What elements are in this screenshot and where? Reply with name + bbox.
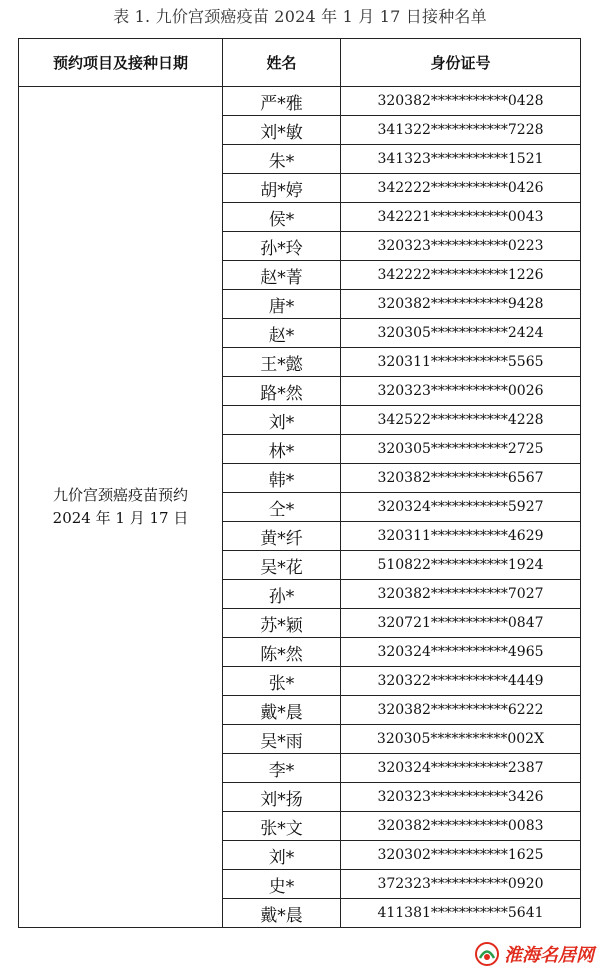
person-name-cell: 严*雅 <box>223 87 341 116</box>
table-header-row <box>19 39 581 87</box>
person-name-cell: 孙*玲 <box>223 232 341 261</box>
id-number-cell: 320323***********3426 <box>341 783 581 812</box>
id-number-cell: 320382***********0428 <box>341 87 581 116</box>
project-date-cell <box>19 87 223 928</box>
id-number-cell: 320311***********5565 <box>341 348 581 377</box>
id-number-cell: 372323***********0920 <box>341 870 581 899</box>
id-number-cell: 341323***********1521 <box>341 145 581 174</box>
person-name-cell: 苏*颖 <box>223 609 341 638</box>
table-row <box>19 87 581 116</box>
id-number-cell: 320324***********4965 <box>341 638 581 667</box>
person-name-cell: 胡*婷 <box>223 174 341 203</box>
person-name-cell: 刘* <box>223 406 341 435</box>
person-name-cell: 史* <box>223 870 341 899</box>
person-name-cell: 赵* <box>223 319 341 348</box>
id-number-cell: 320323***********0223 <box>341 232 581 261</box>
id-number-cell: 320382***********7027 <box>341 580 581 609</box>
watermark-text: 淮海名居网 <box>504 945 594 966</box>
header-name: 姓名 <box>223 39 341 87</box>
id-number-cell: 320382***********0083 <box>341 812 581 841</box>
person-name-cell: 路*然 <box>223 377 341 406</box>
table-caption: 表 1. 九价宫颈癌疫苗 2024 年 1 月 17 日接种名单 <box>113 7 487 26</box>
vaccination-list-table <box>18 38 581 928</box>
person-name-cell: 朱* <box>223 145 341 174</box>
person-name-cell: 李* <box>223 754 341 783</box>
id-number-cell: 320324***********5927 <box>341 493 581 522</box>
person-name-cell: 陈*然 <box>223 638 341 667</box>
person-name-cell: 戴*晨 <box>223 696 341 725</box>
id-number-cell: 320323***********0026 <box>341 377 581 406</box>
person-name-cell: 孙* <box>223 580 341 609</box>
table-body <box>19 87 581 928</box>
person-name-cell: 张* <box>223 667 341 696</box>
person-name-cell: 刘*扬 <box>223 783 341 812</box>
site-logo-icon <box>474 941 500 967</box>
person-name-cell: 仝* <box>223 493 341 522</box>
person-name-cell: 林* <box>223 435 341 464</box>
person-name-cell: 张*文 <box>223 812 341 841</box>
id-number-cell: 320382***********6222 <box>341 696 581 725</box>
person-name-cell: 吴*花 <box>223 551 341 580</box>
id-number-cell: 320305***********2725 <box>341 435 581 464</box>
person-name-cell: 刘*敏 <box>223 116 341 145</box>
id-number-cell: 320721***********0847 <box>341 609 581 638</box>
id-number-cell: 320302***********1625 <box>341 841 581 870</box>
header-project-date: 预约项目及接种日期 <box>19 39 223 87</box>
id-number-cell: 320311***********4629 <box>341 522 581 551</box>
id-number-cell: 320322***********4449 <box>341 667 581 696</box>
id-number-cell: 510822***********1924 <box>341 551 581 580</box>
project-name: 九价宫颈癌疫苗预约 <box>52 486 188 504</box>
person-name-cell: 黄*纤 <box>223 522 341 551</box>
id-number-cell: 342522***********4228 <box>341 406 581 435</box>
id-number-cell: 342221***********0043 <box>341 203 581 232</box>
person-name-cell: 韩* <box>223 464 341 493</box>
vaccination-date: 2024 年 1 月 17 日 <box>52 509 189 527</box>
id-number-cell: 320305***********2424 <box>341 319 581 348</box>
person-name-cell: 戴*晨 <box>223 899 341 928</box>
id-number-cell: 320382***********6567 <box>341 464 581 493</box>
person-name-cell: 吴*雨 <box>223 725 341 754</box>
id-number-cell: 320382***********9428 <box>341 290 581 319</box>
person-name-cell: 赵*菁 <box>223 261 341 290</box>
id-number-cell: 320324***********2387 <box>341 754 581 783</box>
person-name-cell: 侯* <box>223 203 341 232</box>
person-name-cell: 唐* <box>223 290 341 319</box>
site-watermark <box>474 941 594 967</box>
id-number-cell: 411381***********5641 <box>341 899 581 928</box>
id-number-cell: 342222***********1226 <box>341 261 581 290</box>
id-number-cell: 342222***********0426 <box>341 174 581 203</box>
person-name-cell: 王*懿 <box>223 348 341 377</box>
id-number-cell: 341322***********7228 <box>341 116 581 145</box>
person-name-cell: 刘* <box>223 841 341 870</box>
id-number-cell: 320305***********002X <box>341 725 581 754</box>
header-id-number: 身份证号 <box>341 39 581 87</box>
